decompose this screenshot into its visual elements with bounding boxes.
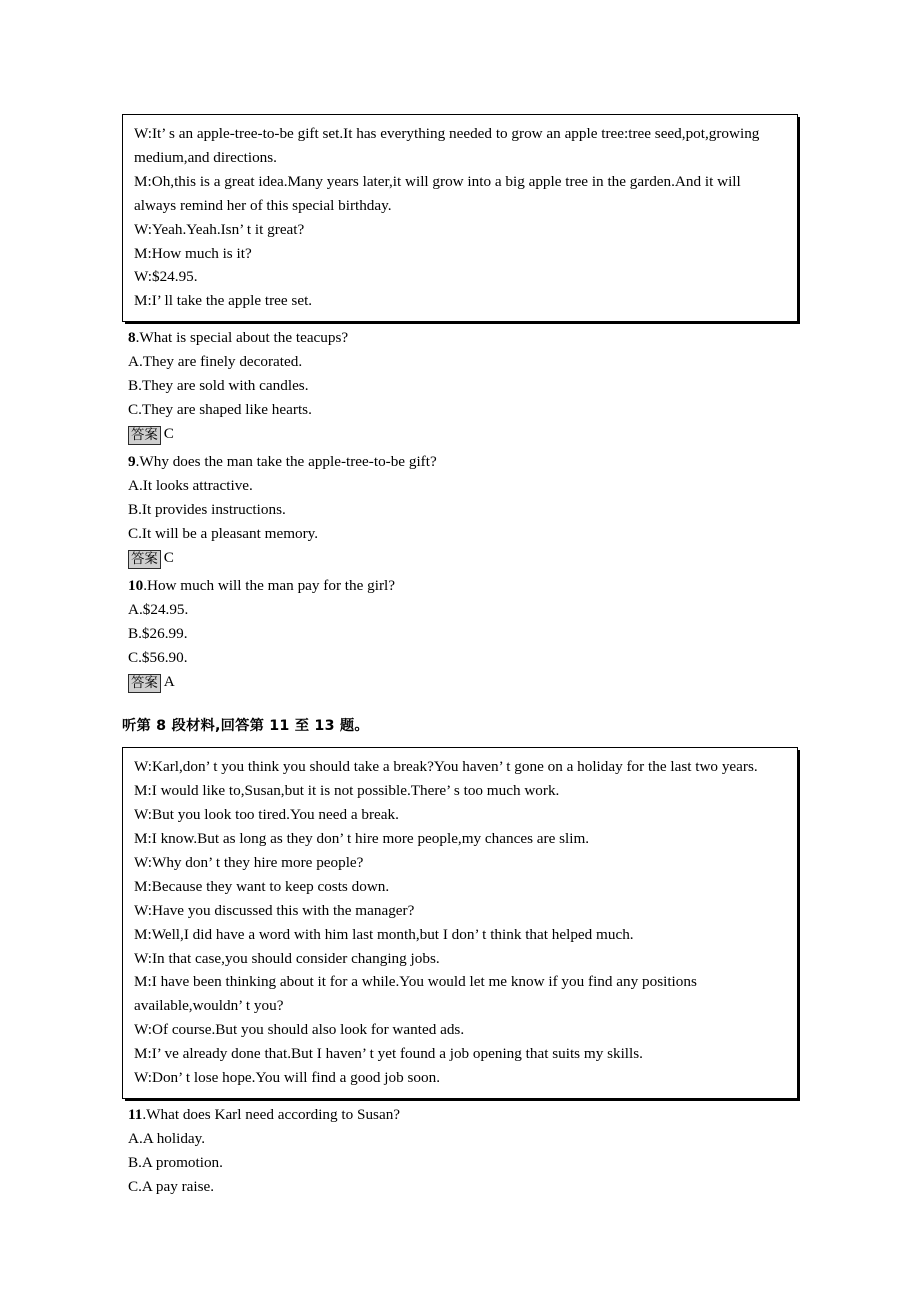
question-item: [122, 450, 798, 570]
transcript-line: W:Of course.But you should also look for wanted ads.: [134, 1021, 465, 1039]
question-stem: [122, 450, 798, 474]
transcript-line: W:Yeah.Yeah.Isn’ t it great?: [134, 220, 305, 238]
question-text: .Why does the man take the apple-tree-to-be gift?: [135, 453, 437, 471]
question-number: 9: [128, 453, 136, 471]
question-item: [122, 326, 798, 446]
answer-value: C: [163, 549, 174, 567]
question-option-b[interactable]: B.They are sold with candles.: [128, 377, 309, 395]
question-item: [122, 574, 798, 694]
answer-row: [122, 422, 798, 446]
question-text: .What is special about the teacups?: [135, 329, 349, 347]
question-text: .What does Karl need according to Susan?: [142, 1105, 401, 1123]
question-number: 10: [128, 577, 144, 595]
transcript-line: M:Because they want to keep costs down.: [134, 877, 390, 895]
document-page: [122, 114, 798, 1199]
question-option-c[interactable]: C.It will be a pleasant memory.: [128, 525, 319, 543]
question-stem: [122, 1103, 798, 1127]
answer-value: C: [163, 425, 174, 443]
answer-value: A: [163, 673, 175, 691]
question-stem: [122, 326, 798, 350]
transcript-line: W:Karl,don’ t you think you should take a break?You haven’ t gone on a holiday for the last two years.: [134, 758, 758, 776]
transcript-line: W:Have you discussed this with the manager?: [134, 901, 415, 919]
answer-row: [122, 670, 798, 694]
answer-row: [122, 546, 798, 570]
question-number: 8: [128, 329, 136, 347]
transcript-line: W:In that case,you should consider changing jobs.: [134, 949, 440, 967]
answer-label-badge: 答案: [128, 674, 161, 693]
transcript-line: M:Oh,this is a great idea.Many years later,it will grow into a big apple tree in the garden.And it will always remind her of this special birthday.: [134, 172, 741, 214]
question-option-b[interactable]: B.A promotion.: [128, 1153, 223, 1171]
transcript-line: W:$24.95.: [134, 268, 198, 286]
transcript-line: M:I would like to,Susan,but it is not possible.There’ s too much work.: [134, 782, 560, 800]
transcript-line: W:Why don’ t they hire more people?: [134, 853, 364, 871]
question-option-c[interactable]: C.$56.90.: [128, 649, 188, 667]
transcript-box-1: [122, 114, 798, 322]
answer-label-badge: 答案: [128, 550, 161, 569]
question-option-a[interactable]: A.A holiday.: [128, 1129, 206, 1147]
question-option-b[interactable]: B.It provides instructions.: [128, 501, 286, 519]
answer-label-badge: 答案: [128, 426, 161, 445]
transcript-line: M:Well,I did have a word with him last month,but I don’ t think that helped much.: [134, 925, 634, 943]
question-option-c[interactable]: C.A pay raise.: [128, 1177, 215, 1195]
transcript-line: M:I have been thinking about it for a while.You would let me know if you find any positions available,wouldn’ t you?: [134, 973, 697, 1015]
transcript-line: M:I know.But as long as they don’ t hire more people,my chances are slim.: [134, 829, 590, 847]
question-option-c[interactable]: C.They are shaped like hearts.: [128, 401, 312, 419]
transcript-line: W:It’ s an apple-tree-to-be gift set.It has everything needed to grow an apple tree:tree seed,pot,growing medium,and directions.: [134, 125, 760, 166]
question-option-b[interactable]: B.$26.99.: [128, 625, 188, 643]
question-option-a[interactable]: A.They are finely decorated.: [128, 353, 303, 371]
transcript-line: M:I’ ll take the apple tree set.: [134, 292, 313, 310]
question-option-a[interactable]: A.$24.95.: [128, 601, 189, 619]
transcript-line: M:I’ ve already done that.But I haven’ t yet found a job opening that suits my skills.: [134, 1045, 643, 1063]
question-item: [122, 1103, 798, 1199]
question-text: .How much will the man pay for the girl?: [143, 577, 395, 595]
section-heading: 听第 8 段材料,回答第 11 至 13 题。: [122, 718, 369, 735]
question-stem: [122, 574, 798, 598]
question-option-a[interactable]: A.It looks attractive.: [128, 477, 253, 495]
question-number: 11: [128, 1105, 143, 1123]
transcript-line: W:But you look too tired.You need a break.: [134, 806, 399, 824]
transcript-box-2: [122, 747, 798, 1099]
transcript-line: W:Don’ t lose hope.You will find a good job soon.: [134, 1069, 440, 1087]
transcript-line: M:How much is it?: [134, 244, 252, 262]
